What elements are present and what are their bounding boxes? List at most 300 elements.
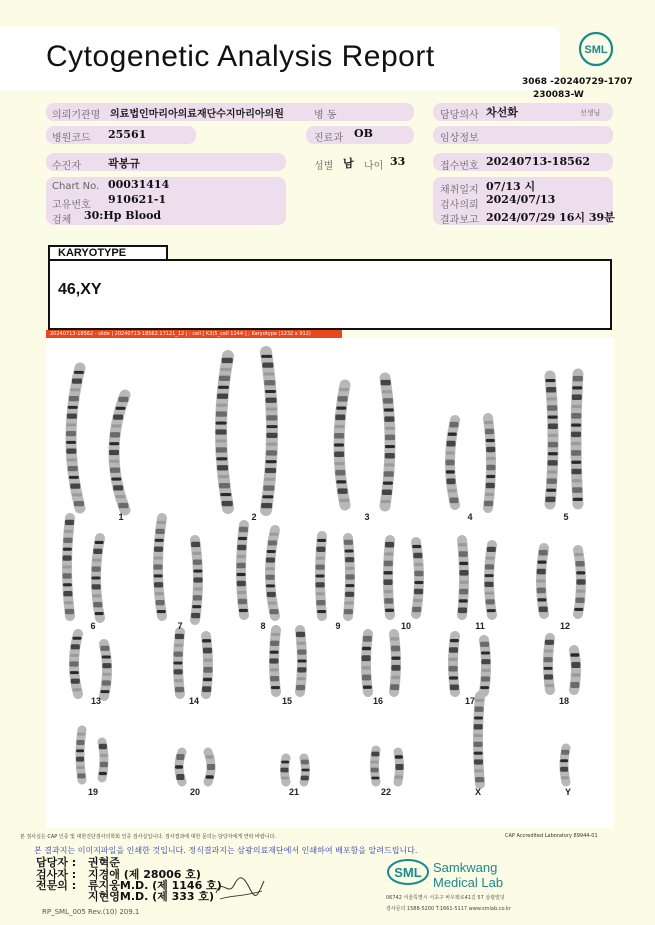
chromosome-band	[560, 759, 568, 762]
chromosome-band	[281, 761, 289, 764]
chromosome-band	[261, 355, 272, 358]
chromosome-band	[113, 414, 123, 419]
receipt-label: 접수번호	[440, 161, 479, 172]
chromosome-9-2	[344, 538, 355, 616]
chromosome-band	[270, 651, 279, 654]
ward-label: 병 동	[314, 110, 337, 121]
chromosome-22-2	[395, 752, 404, 782]
chromosome-band	[335, 425, 345, 428]
chromosome-band	[70, 661, 79, 666]
chromosome-band	[192, 552, 201, 555]
chromosome-band	[474, 752, 483, 755]
specialist-value-1: 류지웅M.D. (제 1146 호)	[88, 879, 222, 892]
chromosome-band	[203, 658, 212, 661]
chromosome-band	[449, 422, 458, 428]
chromosome-band	[371, 768, 379, 773]
chromosome-label-10: 10	[400, 621, 411, 631]
signature	[212, 867, 267, 903]
chromosome-band	[371, 752, 379, 757]
doctor-value: 차선화	[486, 106, 518, 119]
chromosome-band	[413, 599, 422, 602]
chromosome-band	[206, 755, 214, 759]
patient-pill	[46, 153, 286, 171]
chromosome-band	[485, 582, 494, 587]
chromosome-band	[220, 368, 231, 371]
chromosome-band	[474, 769, 483, 772]
chromosome-band	[219, 483, 230, 488]
chromosome-label-x: X	[474, 787, 481, 797]
chromosome-band	[382, 390, 392, 393]
chromosome-label-6: 6	[90, 621, 96, 631]
chromosome-band	[334, 443, 344, 446]
request-label: 검사의뢰	[440, 200, 479, 211]
chromosome-band	[362, 675, 371, 681]
chromosome-label-1: 1	[118, 512, 124, 522]
chromosome-band	[446, 441, 455, 447]
chromosome-band	[480, 642, 489, 647]
chromosome-band	[238, 599, 247, 604]
chromosome-band	[63, 565, 72, 568]
chromosome-band	[384, 598, 393, 604]
chromosome-band	[384, 590, 393, 593]
chromosome-band	[487, 547, 496, 552]
chromosome-band	[68, 406, 78, 409]
chromosome-band	[72, 688, 81, 691]
chromosome-band	[474, 742, 483, 747]
chromosome-band	[336, 406, 346, 409]
chromosome-label-12: 12	[559, 621, 570, 631]
chromosome-label-17: 17	[464, 696, 475, 706]
chromosome-band	[316, 582, 325, 587]
chromosome-band	[296, 632, 305, 637]
chromosome-7-1	[154, 518, 166, 616]
chromosome-band	[203, 667, 212, 673]
chromosome-band	[102, 673, 111, 676]
chromosome-band	[335, 470, 345, 476]
chromosome-band	[202, 639, 211, 642]
chromosome-band	[67, 458, 77, 461]
chromosome-band	[458, 608, 467, 614]
chromosome-band	[202, 686, 211, 692]
chromosome-band	[174, 644, 183, 647]
chromosome-band	[66, 449, 76, 454]
chromosome-band	[70, 388, 80, 391]
chromosome-band	[571, 673, 580, 677]
chromosome-band	[266, 443, 277, 446]
chromosome-band	[100, 690, 109, 693]
chromosome-band	[539, 606, 548, 612]
chromosome-band	[111, 424, 121, 427]
karyogram-image	[46, 338, 614, 828]
chromosome-band	[574, 608, 583, 611]
chromosome-band	[572, 479, 582, 482]
chromosome-band	[237, 573, 246, 576]
chromosome-band	[481, 669, 490, 672]
chromosome-band	[481, 651, 490, 654]
chromosome-band	[571, 413, 581, 419]
chromosome-band	[446, 460, 455, 466]
doc-number-line2: 230083-W	[533, 90, 584, 100]
chromosome-label-20: 20	[189, 787, 200, 797]
chromosome-band	[480, 686, 489, 689]
chromosome-label-y: Y	[564, 787, 571, 797]
chromosome-band	[448, 489, 457, 492]
chromosome-band	[485, 493, 494, 496]
chromosome-band	[449, 647, 458, 653]
chromosome-band	[547, 405, 557, 410]
chromosome-band	[66, 441, 76, 444]
chromosome-band	[110, 468, 120, 473]
chromosome-band	[548, 424, 558, 429]
request-value: 2024/07/13	[486, 193, 556, 206]
chromosome-band	[66, 423, 76, 426]
chromosome-band	[191, 542, 200, 547]
chromosome-band	[537, 598, 546, 601]
chromosome-band	[157, 610, 166, 613]
chromosome-band	[218, 475, 229, 478]
chromosome-band	[459, 581, 468, 584]
chromosome-label-21: 21	[288, 787, 299, 797]
chromosome-band	[99, 772, 107, 775]
chromosome-band	[70, 671, 79, 674]
chromosome-body	[576, 374, 578, 504]
chromosome-band	[459, 589, 468, 595]
chromosome-band	[570, 682, 579, 688]
chromosome-band	[155, 539, 164, 542]
chromosome-label-8: 8	[260, 621, 266, 631]
chromosome-band	[268, 540, 277, 545]
chromosome-band	[382, 490, 392, 495]
chromosome-band	[371, 777, 379, 780]
chromosome-band	[395, 775, 403, 779]
chromosome-band	[222, 358, 233, 363]
chromosome-band	[63, 573, 72, 578]
chromosome-band	[175, 634, 184, 639]
chromosome-3-2	[381, 378, 395, 506]
chromosome-band	[262, 495, 273, 498]
chromosome-band	[346, 574, 355, 579]
chromosome-body	[104, 644, 107, 696]
chromosome-band	[154, 564, 163, 569]
chromosome-19-2	[99, 742, 108, 778]
chromosome-4-1	[446, 420, 459, 505]
chromosome-band	[345, 584, 354, 587]
chromosome-band	[345, 601, 354, 604]
chromosome-band	[92, 576, 101, 579]
chromosome-band	[92, 559, 101, 562]
chromosome-band	[385, 427, 395, 430]
chromosome-band	[484, 421, 493, 424]
chromosome-16-2	[390, 634, 400, 692]
chromosome-band	[281, 768, 289, 773]
chromosome-band	[414, 571, 423, 576]
chromosome-band	[118, 397, 128, 402]
chromosome-band	[345, 592, 354, 597]
chromosome-body	[385, 378, 390, 506]
chromosome-band	[391, 646, 400, 652]
chromosome-band	[174, 669, 183, 674]
chromosome-band	[95, 612, 104, 615]
footer-blue-note: 본 결과지는 이미지파일을 인쇄한 것입니다. 정식결과지는 삼광의료재단에서 인쇄하여 배포함을 알려드립니다.	[34, 846, 418, 855]
chromosome-band	[154, 547, 163, 552]
chromosome-band	[384, 471, 394, 476]
form-code: RP_SML_005 Rev.(10) 209.1	[42, 908, 140, 916]
chromosome-label-9: 9	[335, 621, 341, 631]
chromosome-band	[100, 754, 108, 757]
tester-value: 지경애 (제 28006 호)	[88, 868, 201, 881]
chromosome-band	[561, 750, 569, 755]
chromosome-band	[385, 453, 395, 458]
chromosome-19-1	[76, 730, 85, 780]
chromosome-band	[381, 500, 391, 503]
chromosome-label-7: 7	[177, 621, 183, 631]
chromosome-band	[271, 633, 280, 636]
chromosome-band	[450, 639, 459, 642]
chromosome-band	[157, 521, 166, 524]
chromosome-band	[70, 654, 79, 657]
chromosome-band	[481, 659, 490, 664]
chromosome-band	[385, 542, 394, 548]
chromosome-band	[572, 487, 582, 493]
karyogram-svg	[46, 338, 614, 828]
karyotype-result: 46,XY	[58, 281, 102, 298]
chromosome-band	[237, 545, 246, 550]
chromosome-13-2	[100, 644, 111, 696]
chromosome-2-1	[216, 356, 233, 508]
chromosome-band	[363, 685, 372, 688]
chromosome-band	[69, 396, 79, 401]
sml-logo	[578, 31, 614, 67]
chromosome-band	[571, 442, 581, 445]
chromosome-band	[485, 564, 494, 569]
samkwang-logo-text: SML	[394, 865, 422, 880]
chromosome-band	[266, 567, 275, 570]
chromosome-band	[391, 665, 400, 671]
chromosome-band	[216, 439, 227, 442]
chromosome-band	[381, 380, 391, 385]
chromosome-band	[414, 563, 423, 566]
chromosome-band	[239, 609, 248, 612]
chromosome-band	[92, 584, 101, 589]
chromosome-band	[486, 557, 495, 560]
chromosome-band	[102, 655, 111, 658]
chromosome-band	[154, 574, 163, 577]
chromosome-band	[281, 777, 289, 780]
chromosome-5-1	[545, 376, 558, 504]
specialist-label: 전문의 :	[36, 879, 77, 892]
chromosome-band	[544, 649, 553, 652]
chromosome-band	[216, 457, 227, 460]
chromosome-band	[547, 478, 557, 483]
chromosome-band	[63, 548, 72, 551]
chromosome-band	[446, 479, 455, 485]
chromosome-band	[384, 416, 394, 421]
chromosome-band	[574, 553, 583, 556]
chromosome-band	[334, 451, 344, 457]
unique-value: 910621-1	[108, 193, 167, 206]
chromosome-band	[548, 416, 558, 419]
chromosome-11-2	[485, 545, 496, 615]
chromosome-body	[416, 542, 419, 614]
chromosome-band	[298, 659, 307, 662]
chromosome-band	[193, 570, 202, 573]
karyotype-tab: KARYOTYPE	[48, 245, 168, 259]
chromosome-band	[475, 777, 484, 782]
chromosome-band	[486, 483, 495, 488]
institution-value: 의료법인마리아의료재단수지마리아의원	[110, 109, 284, 120]
chromosome-band	[362, 666, 371, 669]
chromosome-band	[573, 498, 583, 501]
chromosome-band	[449, 658, 458, 661]
chromosome-label-4: 4	[467, 512, 473, 522]
chromosome-13-1	[70, 634, 82, 694]
chromosome-band	[383, 398, 393, 403]
chromosome-label-15: 15	[281, 696, 292, 706]
chromosome-band	[486, 599, 495, 604]
chromosome-label-18: 18	[558, 696, 569, 706]
chromosome-band	[191, 613, 200, 618]
chromosome-label-19: 19	[87, 787, 98, 797]
chromosome-band	[539, 550, 548, 556]
chromosome-band	[572, 394, 582, 400]
chromosome-band	[383, 482, 393, 485]
chromosome-band	[446, 470, 455, 473]
charge-label: 담당자 :	[36, 856, 77, 869]
chromosome-15-1	[270, 630, 280, 692]
chromosome-1-1	[66, 368, 84, 508]
chromosome-band	[545, 497, 555, 502]
lab-name-2: Medical Lab	[433, 875, 504, 890]
chromosome-band	[297, 677, 306, 680]
specimen-value: 30:Hp Blood	[84, 209, 162, 222]
chromosome-band	[481, 676, 490, 681]
chromosome-band	[345, 567, 354, 570]
collect-label: 채취일지	[440, 185, 479, 196]
chromosome-7-2	[191, 540, 202, 620]
chromosome-band	[266, 415, 277, 420]
chromosome-band	[486, 457, 495, 460]
chromosome-band	[395, 755, 403, 759]
chromosome-band	[548, 460, 558, 465]
chromosome-band	[537, 569, 546, 575]
chromosome-10-1	[384, 540, 395, 615]
chromosome-band	[270, 641, 279, 646]
chromosome-band	[384, 463, 394, 466]
dept-label: 진료과	[314, 133, 343, 144]
age-label: 나이	[364, 161, 384, 172]
chromosome-band	[109, 442, 119, 445]
sex-value: 남	[343, 157, 354, 170]
chromosome-band	[264, 380, 275, 385]
chromosome-band	[485, 429, 494, 434]
chromosome-band	[572, 405, 582, 408]
chromosome-band	[391, 656, 400, 659]
chromosome-band	[458, 543, 467, 546]
chromosome-band	[537, 588, 546, 594]
chromosome-band	[271, 686, 280, 689]
chromosome-band	[334, 433, 344, 439]
chromosome-band	[561, 776, 569, 779]
sex-label: 성별	[314, 161, 334, 172]
chromosome-band	[548, 442, 558, 447]
chromosome-band	[116, 495, 126, 498]
chromosome-14-1	[174, 632, 184, 694]
chromosome-band	[459, 551, 468, 557]
chromosome-band	[92, 566, 101, 571]
chromosome-band	[63, 583, 72, 586]
chromosome-band	[263, 372, 274, 375]
chromosome-2-2	[261, 352, 277, 510]
chromosome-band	[572, 386, 582, 389]
chromosome-band	[335, 415, 345, 421]
chromosome-band	[572, 469, 582, 475]
hospital-code-label: 병원코드	[52, 133, 91, 144]
chromosome-band	[203, 678, 212, 681]
chromosome-18-2	[570, 650, 580, 690]
doctor-label: 담당의사	[440, 110, 479, 121]
chromosome-band	[237, 563, 246, 568]
chromosome-band	[576, 561, 585, 566]
clinical-label: 임상정보	[440, 133, 479, 144]
chromosome-band	[316, 592, 325, 595]
chromosome-band	[546, 489, 556, 492]
chromosome-band	[371, 761, 379, 764]
chromosome-band	[219, 376, 230, 381]
chromosome-label-14: 14	[188, 696, 199, 706]
chromosome-10-2	[412, 542, 423, 614]
chromosome-band	[176, 774, 184, 780]
patient-value: 곽봉규	[108, 157, 140, 170]
chromosome-band	[216, 421, 227, 424]
chromosome-4-2	[484, 418, 495, 508]
chromosome-band	[448, 433, 457, 436]
chromosome-3-1	[334, 385, 349, 505]
chromosome-band	[486, 465, 495, 470]
chromosome-band	[93, 602, 102, 607]
chromosome-band	[72, 493, 82, 496]
chromosome-band	[268, 602, 277, 605]
patient-label: 수진자	[52, 161, 81, 172]
chromosome-band	[116, 407, 126, 410]
chromosome-band	[548, 434, 558, 437]
chromosome-band	[302, 769, 310, 772]
chromosome-body	[366, 634, 368, 692]
chromosome-band	[449, 666, 458, 672]
chromosome-band	[571, 432, 581, 438]
chromosome-band	[118, 503, 128, 508]
chromosome-band	[207, 764, 215, 770]
chromosome-band	[537, 560, 546, 563]
chromosome-band	[474, 716, 483, 719]
chromosome-9-1	[316, 536, 327, 616]
chromosome-band	[69, 476, 79, 479]
chromosome-band	[316, 557, 325, 560]
chromosome-label-11: 11	[475, 621, 485, 631]
chromosome-band	[266, 460, 277, 463]
chromosome-band	[450, 685, 459, 691]
chromosome-body	[453, 636, 455, 692]
chromosome-1-2	[109, 395, 128, 510]
chromosome-band	[570, 653, 579, 657]
chromosome-band	[266, 575, 275, 580]
chromosome-label-5: 5	[563, 512, 569, 522]
chromosome-band	[100, 762, 108, 767]
chromosome-band	[316, 547, 325, 552]
cap-note: CAP Accredited Laboratory 89944-01	[505, 833, 598, 839]
specimen-label: 검체	[52, 215, 72, 226]
chromosome-band	[266, 584, 275, 587]
chromosome-18-1	[544, 638, 554, 690]
